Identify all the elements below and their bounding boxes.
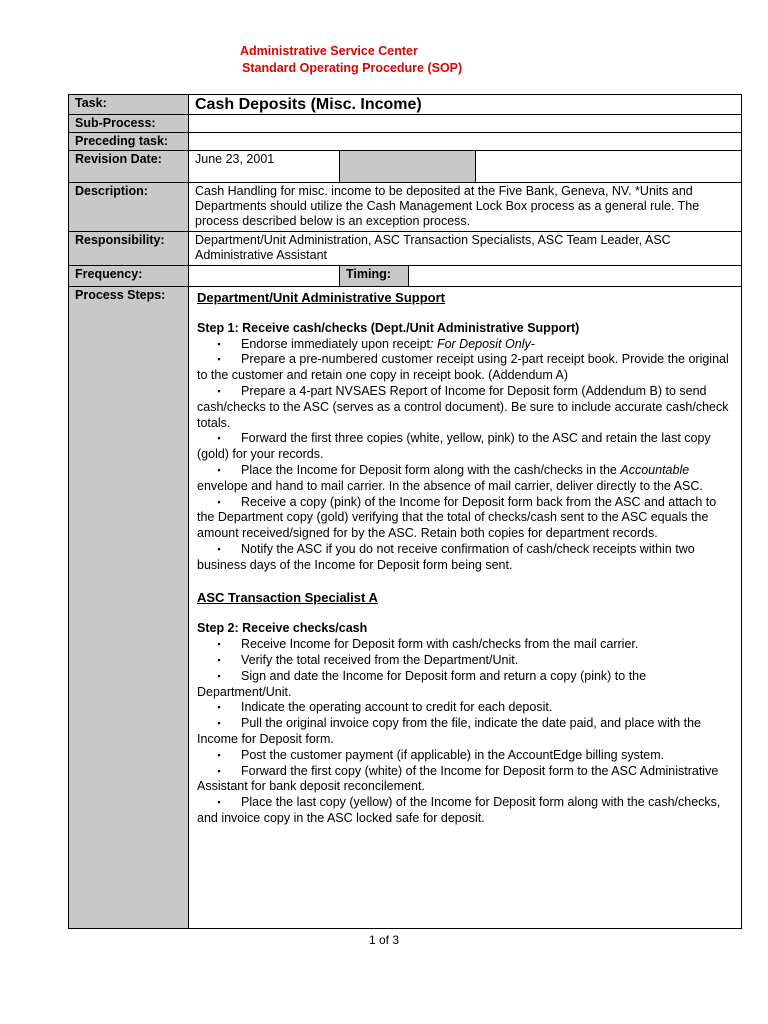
list-item: ▪ Post the customer payment (if applicable) in the AccountEdge billing system.	[217, 747, 665, 762]
list-item: ▪ Notify the ASC if you do not receive confirmation of cash/check receipts within two business days of the Income for Deposit form being sent.	[197, 541, 695, 572]
responsibility-value: Department/Unit Administration, ASC Transaction Specialists, ASC Team Leader, ASC Administrative Assistant	[188, 231, 742, 266]
list-item: ▪ Forward the first copy (white) of the Income for Deposit form to the ASC Administrative Assistant for bank deposit reconcilement.	[197, 763, 719, 794]
list-item: ▪ Receive a copy (pink) of the Income for Deposit form back from the ASC and attach to the Department copy (gold) verifying that the total of checks/cash sent to the ASC equals the amount received/signed for by the ASC. Retain both copies for department records.	[197, 494, 717, 541]
task-value: Cash Deposits (Misc. Income)	[188, 94, 742, 115]
revision-date-value: June 23, 2001	[188, 150, 340, 183]
document-header	[240, 43, 462, 77]
frequency-label: Frequency:	[68, 265, 189, 287]
list-item: ▪ Sign and date the Income for Deposit form and return a copy (pink) to the Department/Unit.	[197, 668, 647, 699]
step-2-heading: Step 2: Receive checks/cash	[197, 621, 368, 636]
list-item: ▪ Place the Income for Deposit form along with the cash/checks in the Accountable envelope and hand to mail carrier. In the absence of mail carrier, deliver directly to the ASC.	[197, 462, 703, 493]
page-number: 1 of 3	[368, 933, 400, 947]
subprocess-value	[188, 114, 742, 133]
subprocess-label: Sub-Process:	[68, 114, 189, 133]
list-item: ▪ Receive Income for Deposit form with cash/checks from the mail carrier.	[217, 637, 639, 652]
responsibility-label: Responsibility:	[68, 231, 189, 266]
section-heading-asc: ASC Transaction Specialist A	[197, 589, 378, 605]
list-item: ▪ Place the last copy (yellow) of the Income for Deposit form along with the cash/checks, and invoice copy in the ASC locked safe for deposit.	[197, 795, 721, 825]
header-line-1: Administrative Service Center	[240, 44, 418, 58]
task-label: Task:	[68, 94, 189, 115]
revision-date-label: Revision Date:	[68, 150, 189, 183]
preceding-task-label: Preceding task:	[68, 132, 189, 151]
timing-value	[408, 265, 742, 287]
description-value: Cash Handling for misc. income to be deposited at the Five Bank, Geneva, NV. *Units and Departments should utilize the Cash Management Lock Box process as a general rule. The process described below is an exception process.	[188, 182, 742, 232]
section-heading-dept: Department/Unit Administrative Support	[197, 290, 445, 305]
process-steps-content	[188, 286, 742, 929]
list-item: ▪ Endorse immediately upon receipt: For Deposit Only-	[217, 336, 535, 351]
timing-label: Timing:	[339, 265, 409, 287]
revision-blank	[475, 150, 742, 183]
list-item: ▪ Verify the total received from the Department/Unit.	[217, 652, 519, 667]
list-item: ▪ Pull the original invoice copy from the file, indicate the date paid, and place with the Income for Deposit form.	[197, 716, 701, 746]
list-item: ▪ Prepare a 4-part NVSAES Report of Income for Deposit form (Addendum B) to send cash/checks to the ASC (serves as a control document). Be sure to include accurate cash/check totals.	[197, 383, 729, 430]
list-item: ▪ Forward the first three copies (white, yellow, pink) to the ASC and retain the last copy (gold) for your records.	[197, 431, 711, 462]
description-label: Description:	[68, 182, 189, 232]
revision-blank-shaded	[339, 150, 476, 183]
preceding-task-value	[188, 132, 742, 151]
frequency-value	[188, 265, 340, 287]
list-item: ▪ Indicate the operating account to credit for each deposit.	[217, 700, 553, 715]
process-steps-label: Process Steps:	[68, 286, 189, 929]
step-1-heading: Step 1: Receive cash/checks (Dept./Unit Administrative Support)	[197, 320, 580, 335]
header-line-2: Standard Operating Procedure (SOP)	[242, 61, 463, 75]
list-item: ▪ Prepare a pre-numbered customer receipt using 2-part receipt book. Provide the original to the customer and retain one copy in receipt book. (Addendum A)	[197, 352, 729, 383]
